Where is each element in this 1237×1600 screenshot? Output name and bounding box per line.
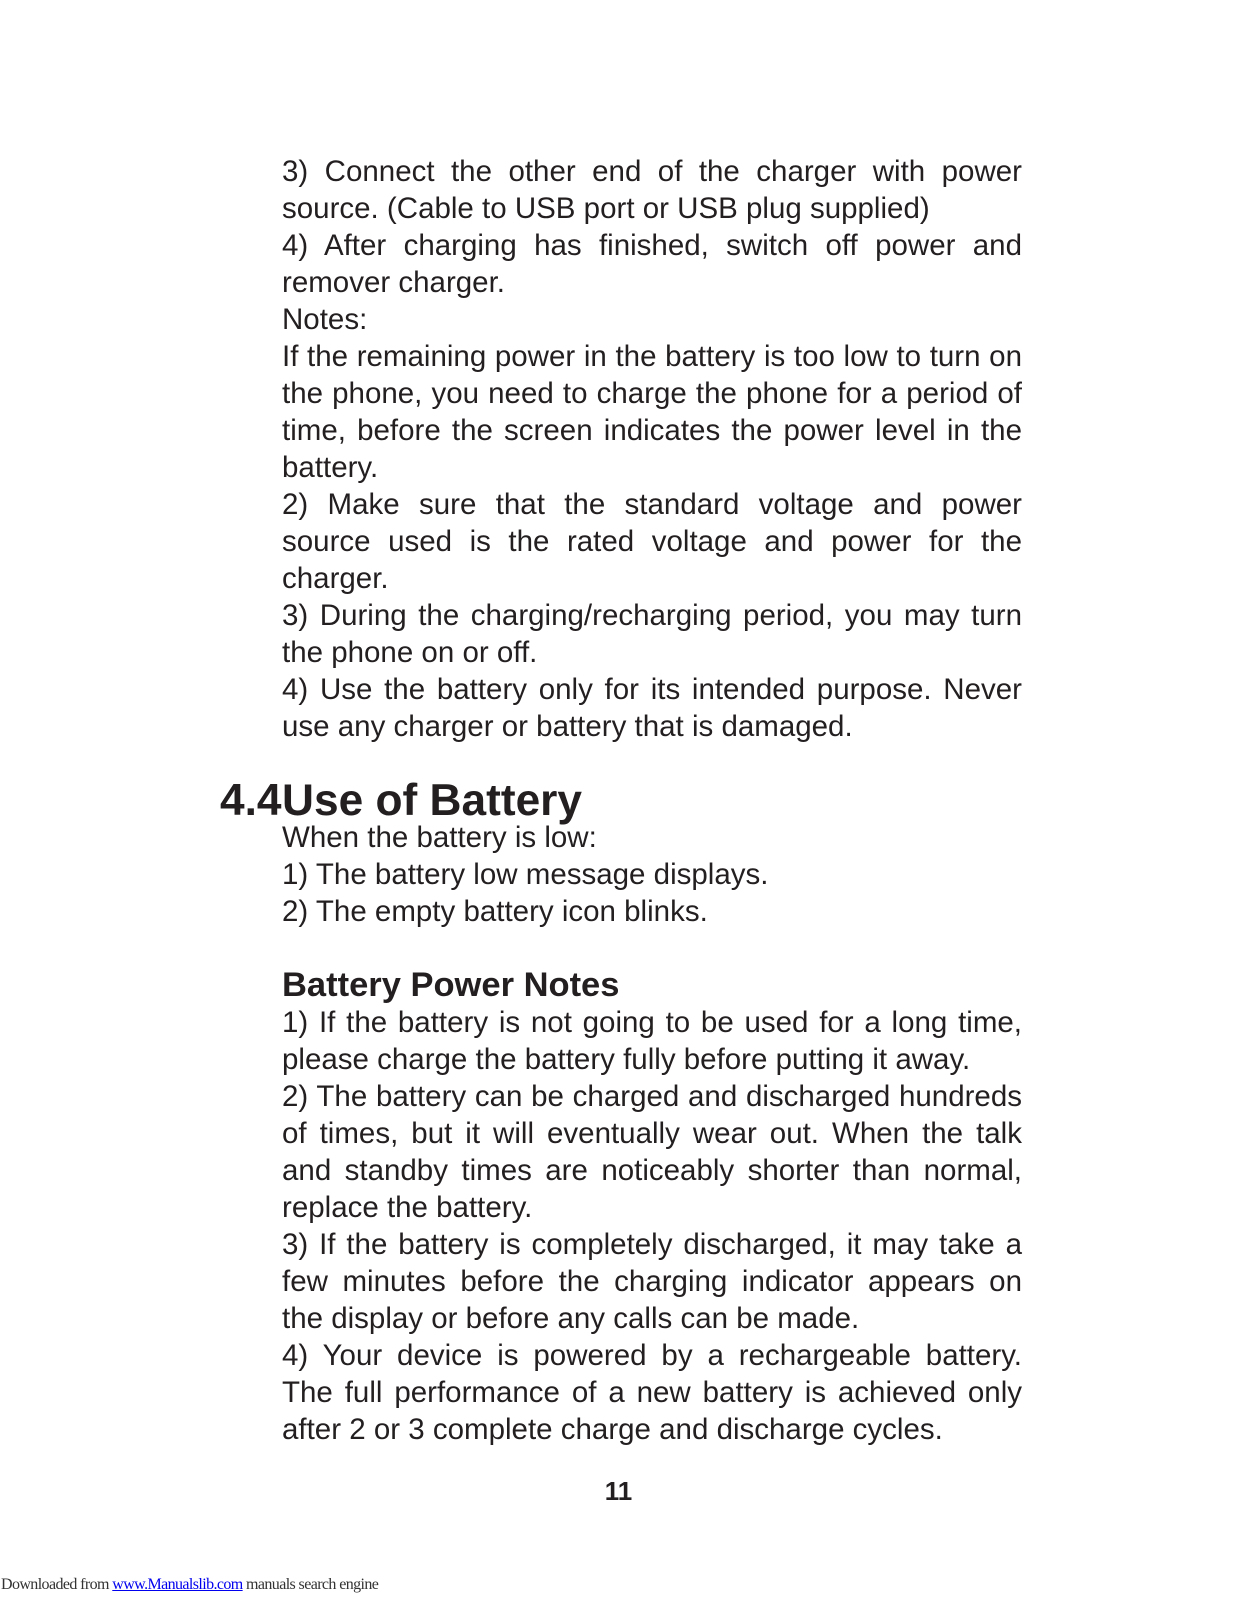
download-footer <box>1 1575 378 1595</box>
section-title: Use of Battery <box>282 776 583 825</box>
power-note-item: 2) The battery can be charged and discharged hundreds of times, but it will eventually wear out. When the talk and standby times are noticeably shorter than normal, replace the battery. <box>282 1080 1022 1224</box>
page-content <box>220 153 1022 1448</box>
power-note-item: 1) If the battery is not going to be used for a long time, please charge the battery fully before putting it away. <box>282 1006 1022 1076</box>
notes-label: Notes: <box>282 303 368 336</box>
charging-step: 3) Connect the other end of the charger with power source. (Cable to USB port or USB plug supplied) <box>282 155 1022 225</box>
note-item: 3) During the charging/recharging period, you may turn the phone on or off. <box>282 599 1022 669</box>
power-note-item: 4) Your device is powered by a rechargeable battery. The full performance of a new battery is achieved only after 2 or 3 complete charge and discharge cycles. <box>282 1339 1022 1446</box>
spacer <box>282 930 1022 967</box>
power-note-item: 3) If the battery is completely discharged, it may take a few minutes before the charging indicator appears on the display or before any calls can be made. <box>282 1228 1022 1335</box>
note-item: If the remaining power in the battery is too low to turn on the phone, you need to charge the phone for a period of time, before the screen indicates the power level in the battery. <box>282 340 1022 484</box>
section-intro: When the battery is low: <box>282 821 597 854</box>
section-item: 2) The empty battery icon blinks. <box>282 895 708 928</box>
power-notes-title: Battery Power Notes <box>282 966 620 1004</box>
section-heading <box>220 776 1022 825</box>
charging-step: 4) After charging has finished, switch off power and remover charger. <box>282 229 1022 299</box>
page-number: 11 <box>604 1476 633 1506</box>
manualslib-link[interactable]: www.Manualslib.com <box>112 1576 243 1593</box>
footer-suffix: manuals search engine <box>242 1576 379 1593</box>
section-item: 1) The battery low message displays. <box>282 858 769 891</box>
note-item: 4) Use the battery only for its intended purpose. Never use any charger or battery that is damaged. <box>282 673 1022 743</box>
footer-prefix: Downloaded from <box>1 1576 113 1593</box>
note-item: 2) Make sure that the standard voltage and power source used is the rated voltage and power for the charger. <box>282 488 1022 595</box>
section-number: 4.4 <box>220 776 282 825</box>
